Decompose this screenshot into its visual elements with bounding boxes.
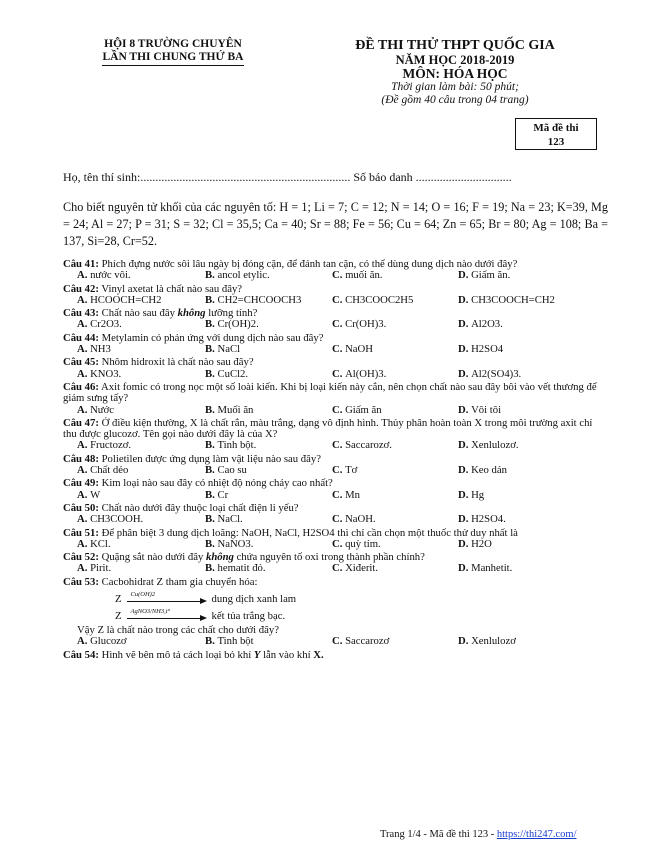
option-letter: B. xyxy=(205,513,218,526)
option-text: Cr xyxy=(217,488,229,501)
option-letter: A. xyxy=(77,293,91,306)
option-letter: A. xyxy=(77,513,91,526)
option-letter: D. xyxy=(458,367,472,380)
option-text: Xiđerit. xyxy=(345,562,379,575)
question-number: Câu 53: xyxy=(63,575,99,588)
question-text: Ở điều kiện thường, X là chất rắn, màu trắng, dạng vô định hình. Thủy phân hoàn toàn X trong môi trường axit chỉ thu được glucozơ. Tên gọi nào dưới đây là của X? xyxy=(63,416,593,441)
answer-option[interactable] xyxy=(77,636,205,647)
answer-option[interactable] xyxy=(332,405,458,416)
option-text: Keo dán xyxy=(471,464,507,477)
option-letter: C. xyxy=(332,635,346,648)
question-number: Câu 49: xyxy=(63,477,99,490)
option-letter: B. xyxy=(205,488,218,501)
option-letter: B. xyxy=(205,562,218,575)
question-emphasis: X. xyxy=(310,648,324,661)
question-number: Câu 46: xyxy=(63,380,99,393)
answer-option[interactable] xyxy=(205,270,332,281)
question-number: Câu 52: xyxy=(63,551,99,564)
option-letter: D. xyxy=(458,343,472,356)
option-letter: D. xyxy=(458,488,472,501)
option-text: Tinh bột xyxy=(217,635,254,648)
option-text: Cao su xyxy=(217,464,247,477)
question-number: Câu 45: xyxy=(63,356,99,369)
answer-option[interactable] xyxy=(205,405,332,416)
question-text: Để phân biệt 3 dung dịch loãng: NaOH, NaCl, H2SO4 thì chỉ cần chọn một thuốc thử duy nhất là xyxy=(101,526,518,539)
footer-link[interactable]: https://thi247.com/ xyxy=(496,829,577,840)
option-letter: A. xyxy=(77,403,91,416)
question-list xyxy=(63,259,608,661)
option-text: Giấm ăn xyxy=(345,403,382,416)
answer-option[interactable] xyxy=(332,563,458,574)
answer-option[interactable] xyxy=(458,369,598,380)
question-text: Vậy Z là chất nào trong các chất cho dưới đây? xyxy=(77,624,279,637)
answer-option[interactable] xyxy=(458,270,598,281)
question-text: Hình vẽ bên mô tả cách loại bỏ khí xyxy=(101,648,254,661)
option-text: NaOH xyxy=(345,343,373,356)
reaction-scheme xyxy=(115,591,608,625)
option-text: Fructozơ. xyxy=(90,439,132,452)
option-text: CuCl2. xyxy=(217,367,249,380)
option-letter: D. xyxy=(458,635,472,648)
answer-option[interactable] xyxy=(458,344,598,355)
option-letter: B. xyxy=(205,293,218,306)
answer-options xyxy=(77,270,608,281)
option-letter: A. xyxy=(77,439,91,452)
answer-options xyxy=(77,405,608,416)
answer-options xyxy=(77,514,608,525)
option-text: nước vôi. xyxy=(90,269,131,282)
option-text: H2O xyxy=(471,537,492,550)
question-text: Vinyl axetat là chất nào sau đây? xyxy=(101,282,243,295)
option-text: NaCl xyxy=(217,343,241,356)
answer-option[interactable] xyxy=(77,563,205,574)
option-letter: A. xyxy=(77,635,91,648)
option-letter: B. xyxy=(205,269,218,282)
option-letter: C. xyxy=(332,293,346,306)
question-text: Nhôm hidroxit là chất nào sau đây? xyxy=(101,356,254,369)
answer-option[interactable] xyxy=(332,270,458,281)
candidate-name-field: ...................................................................... xyxy=(140,170,351,184)
arrow-line xyxy=(127,618,201,619)
question-text: Phích đựng nước sôi lâu ngày bị đóng cặn, để đánh tan cặn, có thể dùng dung dịch nào dưới đây? xyxy=(101,258,518,270)
answer-options xyxy=(77,295,608,306)
option-text: Xenlulozơ. xyxy=(471,439,519,452)
option-letter: A. xyxy=(77,318,91,331)
option-text: Al2O3. xyxy=(471,318,503,331)
option-text: Glucozơ xyxy=(90,635,127,648)
answer-option[interactable] xyxy=(205,539,332,550)
sbd-field: ................................ xyxy=(415,170,512,184)
question-number: Câu 41: xyxy=(63,258,99,270)
option-letter: B. xyxy=(205,537,218,550)
answer-option[interactable] xyxy=(458,465,598,476)
answer-option[interactable] xyxy=(458,405,598,416)
option-letter: B. xyxy=(205,343,218,356)
answer-option[interactable] xyxy=(332,319,458,330)
option-text: KNO3. xyxy=(90,367,122,380)
option-text: Cr2O3. xyxy=(90,318,122,331)
question-text: Axit fomic có trong nọc một số loài kiến. Khi bị loại kiến này cắn, nên chọn chất nào sau đây bôi vào vết thương để giảm sưng tấy? xyxy=(63,380,597,405)
question-number: Câu 51: xyxy=(63,526,99,539)
reaction-arrow xyxy=(127,590,207,605)
option-letter: C. xyxy=(332,537,346,550)
school-year: NĂM HỌC 2018-2019 xyxy=(395,53,515,67)
option-letter: C. xyxy=(332,269,346,282)
option-text: H2SO4. xyxy=(471,513,506,526)
question-text: Chất nào sau đây xyxy=(101,307,178,320)
question-emphasis: không xyxy=(177,307,206,320)
option-letter: B. xyxy=(205,635,218,648)
question xyxy=(63,382,608,405)
option-letter: A. xyxy=(77,343,91,356)
answer-option[interactable] xyxy=(458,563,598,574)
answer-option[interactable] xyxy=(332,514,458,525)
arrow-head xyxy=(200,615,207,621)
answer-option[interactable] xyxy=(332,636,458,647)
answer-option[interactable] xyxy=(458,636,598,647)
answer-option[interactable] xyxy=(77,405,205,416)
option-text: KCl. xyxy=(90,537,111,550)
answer-options xyxy=(77,369,608,380)
answer-option[interactable] xyxy=(77,270,205,281)
answer-option[interactable] xyxy=(332,440,458,451)
option-letter: D. xyxy=(458,439,472,452)
answer-option[interactable] xyxy=(332,490,458,501)
footer-text: Trang 1/4 - Mã đề thi 123 - xyxy=(380,829,497,840)
question-text: Polietilen được ứng dụng làm vật liệu nào sau đây? xyxy=(101,452,321,465)
answer-option[interactable] xyxy=(332,295,458,306)
question-text: lưỡng tính? xyxy=(205,307,258,320)
option-letter: B. xyxy=(205,367,218,380)
answer-option[interactable] xyxy=(205,514,332,525)
question-text: Kim loại nào sau đây có nhiệt độ nóng chảy cao nhất? xyxy=(101,477,333,490)
question-number: Câu 47: xyxy=(63,416,99,429)
option-letter: C. xyxy=(332,488,346,501)
option-text: Xenlulozơ xyxy=(471,635,516,648)
answer-option[interactable] xyxy=(77,465,205,476)
sbd-label: Số báo danh xyxy=(353,170,413,184)
option-text: H2SO4 xyxy=(471,343,504,356)
answer-option[interactable] xyxy=(77,369,205,380)
question-text: chứa nguyên tố oxi trong thành phần chính? xyxy=(233,551,425,564)
option-letter: D. xyxy=(458,269,472,282)
answer-options xyxy=(77,539,608,550)
answer-option[interactable] xyxy=(458,319,598,330)
answer-option[interactable] xyxy=(458,440,598,451)
page-note: (Đề gồm 40 câu trong 04 trang) xyxy=(381,94,529,106)
exam-title-block xyxy=(300,38,610,107)
question-number: Câu 42: xyxy=(63,282,99,295)
question-number: Câu 44: xyxy=(63,331,99,344)
answer-option[interactable] xyxy=(77,490,205,501)
option-letter: C. xyxy=(332,464,346,477)
exam-code-label: Mã đề thi xyxy=(533,122,579,134)
answer-option[interactable] xyxy=(205,440,332,451)
subject: MÔN: HÓA HỌC xyxy=(402,66,508,81)
option-letter: C. xyxy=(332,562,346,575)
option-letter: A. xyxy=(77,269,91,282)
option-letter: B. xyxy=(205,464,218,477)
answer-option[interactable] xyxy=(205,369,332,380)
option-text: CH3COOCH=CH2 xyxy=(471,293,555,306)
option-text: Nước xyxy=(90,403,114,416)
product: dung dịch xanh lam xyxy=(211,592,297,605)
option-text: Saccarozơ. xyxy=(345,439,392,452)
question-text: Quặng sắt nào dưới đây xyxy=(101,551,206,564)
answer-option[interactable] xyxy=(205,295,332,306)
option-text: ancol etylic. xyxy=(217,269,270,282)
page-footer xyxy=(380,829,577,840)
option-text: NaNO3. xyxy=(217,537,254,550)
option-letter: D. xyxy=(458,293,472,306)
option-letter: A. xyxy=(77,464,91,477)
question-number: Câu 48: xyxy=(63,452,99,465)
option-letter: C. xyxy=(332,439,346,452)
option-text: Mn xyxy=(345,488,360,501)
option-letter: A. xyxy=(77,488,91,501)
exam-code-box xyxy=(515,118,597,150)
question xyxy=(63,418,608,441)
reactant: Z xyxy=(115,609,122,622)
option-text: Tơ xyxy=(345,464,358,477)
option-letter: D. xyxy=(458,403,472,416)
reaction-arrow xyxy=(127,607,207,622)
atomic-masses: Cho biết nguyên tử khối của các nguyên tố: H = 1; Li = 7; C = 12; N = 14; O = 16; F = 19; Na = 23; K=39, Mg = 24; Al = 27; P = 31; S = 32; Cl = 35,5; Ca = 40; Sr = 88; Fe = 56; Cu = 64; Zn = 65; Br = 80; Ag = 108; Ba = 137, Si=28, Cr=52. xyxy=(63,200,608,248)
option-text: Tinh bột. xyxy=(217,439,257,452)
option-letter: A. xyxy=(77,367,91,380)
answer-options xyxy=(77,563,608,574)
option-letter: C. xyxy=(332,343,346,356)
answer-options xyxy=(77,636,608,647)
question xyxy=(63,650,608,661)
question-emphasis: Y xyxy=(253,648,261,661)
answer-option[interactable] xyxy=(77,295,205,306)
option-letter: C. xyxy=(332,513,346,526)
option-letter: B. xyxy=(205,318,218,331)
school-header xyxy=(78,38,268,66)
exam-code-value: 123 xyxy=(547,136,565,148)
question-number: Câu 54: xyxy=(63,648,99,661)
option-text: Cr(OH)3. xyxy=(345,318,387,331)
answer-options xyxy=(77,344,608,355)
option-text: NaOH. xyxy=(345,513,376,526)
answer-option[interactable] xyxy=(458,514,598,525)
reaction-row xyxy=(115,591,608,608)
answer-option[interactable] xyxy=(205,636,332,647)
option-text: Hg xyxy=(471,488,485,501)
option-text: Manhetit. xyxy=(471,562,513,575)
option-text: Al(OH)3. xyxy=(345,367,387,380)
option-text: CH3COOC2H5 xyxy=(345,293,414,306)
answer-option[interactable] xyxy=(205,319,332,330)
option-letter: D. xyxy=(458,562,472,575)
answer-option[interactable] xyxy=(77,514,205,525)
exam-round: LẦN THI CHUNG THỨ BA xyxy=(102,51,243,66)
answer-option[interactable] xyxy=(458,539,598,550)
answer-option[interactable] xyxy=(205,563,332,574)
candidate-name-label: Họ, tên thí sinh: xyxy=(63,170,141,184)
option-text: Muối ăn xyxy=(217,403,254,416)
option-text: HCOOCH=CH2 xyxy=(90,293,162,306)
answer-options xyxy=(77,465,608,476)
option-text: Giấm ăn. xyxy=(471,269,511,282)
option-text: Pirit. xyxy=(90,562,112,575)
answer-options xyxy=(77,319,608,330)
option-text: hematit đỏ. xyxy=(217,562,266,575)
question-number: Câu 50: xyxy=(63,501,99,514)
option-letter: B. xyxy=(205,403,218,416)
arrow-line xyxy=(127,601,201,602)
answer-option[interactable] xyxy=(205,490,332,501)
option-text: CH3COOH. xyxy=(90,513,144,526)
option-letter: B. xyxy=(205,439,218,452)
option-letter: D. xyxy=(458,318,472,331)
question-text: Metylamin có phản ứng với dung dịch nào sau đây? xyxy=(101,331,324,344)
option-text: Chất dẻo xyxy=(90,464,129,477)
option-text: Al2(SO4)3. xyxy=(471,367,522,380)
time-limit: Thời gian làm bài: 50 phút; xyxy=(391,81,519,93)
answer-option[interactable] xyxy=(77,440,205,451)
option-text: Cr(OH)2. xyxy=(217,318,259,331)
answer-option[interactable] xyxy=(332,344,458,355)
option-text: W xyxy=(90,488,101,501)
candidate-info xyxy=(63,170,603,185)
option-text: muối ăn. xyxy=(345,269,383,282)
option-letter: D. xyxy=(458,464,472,477)
question xyxy=(63,577,608,588)
reagent-label: AgNO3/NH3,t° xyxy=(130,607,171,615)
option-text: NaCl. xyxy=(217,513,243,526)
question-number: Câu 43: xyxy=(63,307,99,320)
answer-option[interactable] xyxy=(458,490,598,501)
answer-option[interactable] xyxy=(332,369,458,380)
answer-option[interactable] xyxy=(205,465,332,476)
question-emphasis: không xyxy=(205,551,234,564)
answer-option[interactable] xyxy=(77,319,205,330)
answer-option[interactable] xyxy=(458,295,598,306)
reactant: Z xyxy=(115,592,122,605)
option-text: NH3 xyxy=(90,343,111,356)
option-text: quỳ tím. xyxy=(345,537,381,550)
arrow-head xyxy=(200,598,207,604)
question-text: Chất nào dưới đây thuộc loại chất điện li yếu? xyxy=(101,501,299,514)
option-letter: A. xyxy=(77,562,91,575)
answer-option[interactable] xyxy=(205,344,332,355)
answer-option[interactable] xyxy=(77,344,205,355)
option-text: Saccarozơ xyxy=(345,635,390,648)
reaction-row xyxy=(115,608,608,625)
product: kết tủa trắng bạc. xyxy=(211,609,286,622)
option-text: Vôi tôi xyxy=(471,403,502,416)
question-text: Cacbohidrat Z tham gia chuyển hóa: xyxy=(101,575,258,588)
option-letter: C. xyxy=(332,403,346,416)
answer-options xyxy=(77,440,608,451)
option-letter: A. xyxy=(77,537,91,550)
option-letter: D. xyxy=(458,513,472,526)
answer-option[interactable] xyxy=(77,539,205,550)
exam-title: ĐỀ THI THỬ THPT QUỐC GIA xyxy=(355,38,555,53)
option-letter: D. xyxy=(458,537,472,550)
option-letter: C. xyxy=(332,367,346,380)
option-text: CH2=CHCOOCH3 xyxy=(217,293,302,306)
option-letter: C. xyxy=(332,318,346,331)
reagent-label: Cu(OH)2 xyxy=(130,590,156,598)
school-name: HỘI 8 TRƯỜNG CHUYÊN xyxy=(104,38,242,50)
answer-option[interactable] xyxy=(332,465,458,476)
answer-options xyxy=(77,490,608,501)
answer-option[interactable] xyxy=(332,539,458,550)
question-text: lẫn vào khí xyxy=(260,648,311,661)
